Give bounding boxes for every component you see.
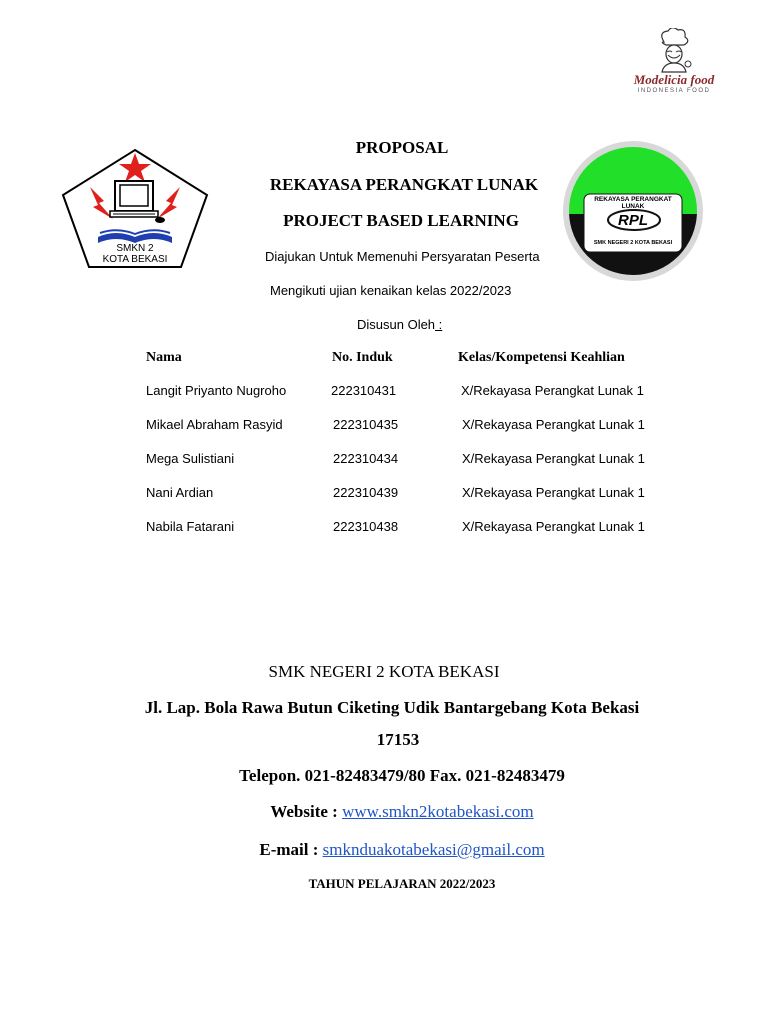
intro-line2: Mengikuti ujian kenaikan kelas 2022/2023 (270, 283, 512, 298)
school-name: SMK NEGERI 2 KOTA BEKASI (268, 662, 500, 681)
student-id: 222310434 (333, 451, 399, 466)
student-id: 222310431 (331, 383, 397, 398)
rpl-logo-mid-text: RPL (618, 212, 648, 229)
rpl-logo-bottom-text: SMK NEGERI 2 KOTA BEKASI (593, 240, 673, 246)
postal-code: 17153 (376, 730, 420, 749)
website-link[interactable]: www.smkn2kotabekasi.com (342, 802, 534, 821)
website-label: Website : (270, 802, 343, 821)
student-name: Mega Sulistiani (146, 451, 235, 466)
brand-logo (612, 28, 736, 112)
title-program: REKAYASA PERANGKAT LUNAK (269, 175, 539, 194)
student-name: Langit Priyanto Nugroho (146, 383, 287, 398)
student-class: X/Rekayasa Perangkat Lunak 1 (462, 417, 645, 432)
email-label: E-mail : (259, 840, 323, 859)
chef-icon (612, 28, 736, 74)
table-header-id: No. Induk (332, 350, 393, 365)
student-id: 222310438 (333, 519, 399, 534)
student-class: X/Rekayasa Perangkat Lunak 1 (462, 519, 645, 534)
student-name: Nabila Fatarani (146, 519, 235, 534)
school-logo-line1: SMKN 2 (116, 243, 154, 254)
intro-line1: Diajukan Untuk Memenuhi Persyaratan Peserta (265, 249, 540, 264)
school-address: Jl. Lap. Bola Rawa Butun Ciketing Udik Bantargebang Kota Bekasi (144, 698, 640, 717)
student-name: Mikael Abraham Rasyid (146, 417, 283, 432)
brand-name: Modelicia food (633, 72, 715, 87)
school-logo (60, 147, 210, 272)
student-class: X/Rekayasa Perangkat Lunak 1 (461, 383, 644, 398)
student-name: Nani Ardian (146, 485, 214, 500)
website-line (18, 802, 768, 822)
email-line (18, 840, 768, 860)
school-logo-line2: KOTA BEKASI (102, 254, 168, 265)
title-proposal: PROPOSAL (355, 138, 449, 157)
table-header-class: Kelas/Kompetensi Keahlian (458, 350, 625, 365)
student-id: 222310435 (333, 417, 399, 432)
compiled-by-label: Disusun Oleh (357, 317, 436, 332)
student-id: 222310439 (333, 485, 399, 500)
phone-fax: Telepon. 021-82483479/80 Fax. 021-82483479 (239, 766, 565, 785)
compiled-by (357, 317, 442, 332)
student-class: X/Rekayasa Perangkat Lunak 1 (462, 485, 645, 500)
student-class: X/Rekayasa Perangkat Lunak 1 (462, 451, 645, 466)
compiled-by-colon: : (435, 317, 443, 332)
email-link[interactable]: smknduakotabekasi@gmail.com (322, 840, 545, 859)
table-header-name: Nama (146, 350, 182, 365)
title-project: PROJECT BASED LEARNING (283, 211, 519, 230)
brand-subtitle: INDONESIA FOOD (637, 88, 711, 94)
academic-year: TAHUN PELAJARAN 2022/2023 (308, 876, 496, 891)
rpl-logo-top-text: REKAYASA PERANGKAT LUNAK (594, 196, 672, 210)
